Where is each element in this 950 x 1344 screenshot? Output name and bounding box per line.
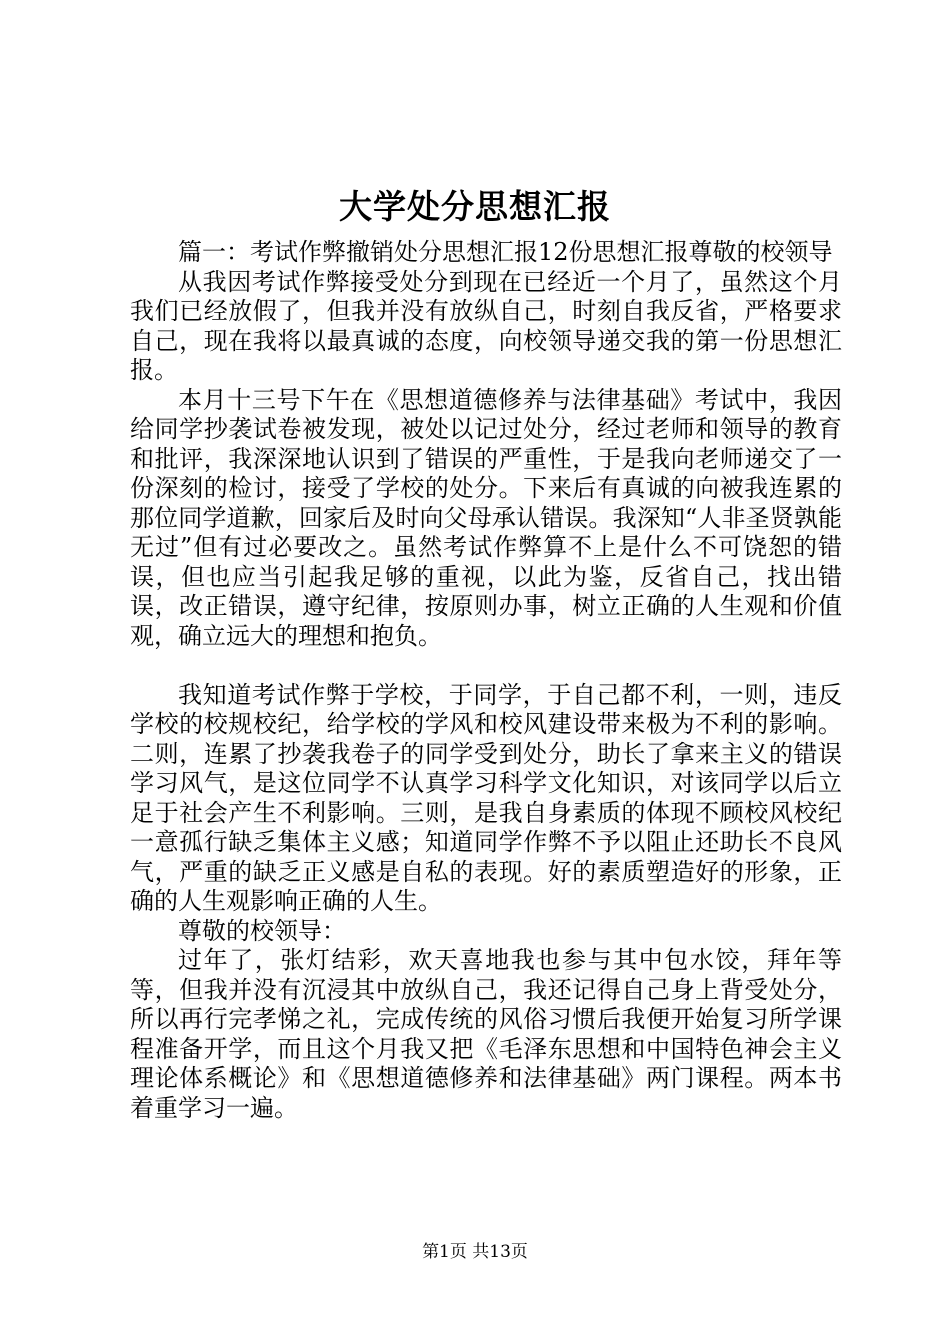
paragraph-6: 过年了，张灯结彩，欢天喜地我也参与其中包水饺，拜年等等，但我并没有沉浸其中放纵自己，我还记得自己身上背受处分，所以再行完孝悌之礼，完成传统的风俗习惯后我便开始复习所学课程准备开学，而且这个月我又把《毛泽东思想和中国特色神会主义理论体系概论》和《思想道德修养和法律基础》两门课程。两本书着重学习一遍。 xyxy=(130,946,842,1122)
paragraph-5: 尊敬的校领导： xyxy=(178,916,346,945)
page-number: 第1页 共13页 xyxy=(422,1242,528,1262)
paragraph-spacer xyxy=(130,651,842,681)
paragraph-3: 本月十三号下午在《思想道德修养与法律基础》考试中，我因给同学抄袭试卷被发现，被处以记过处分，经过老师和领导的教育和批评，我深深地认识到了错误的严重性，于是我向老师递交了一份深刻的检讨，接受了学校的处分。下来后有真诚的向被我连累的那位同学道歉，回家后及时向父母承认错误。我深知“人非圣贤孰能无过”但有过必要改之。虽然考试作弊算不上是什么不可饶恕的错误，但也应当引起我足够的重视，以此为鉴，反省自己，找出错误，改正错误，遵守纪律，按原则办事，树立正确的人生观和价值观，确立远大的理想和抱负。 xyxy=(130,385,842,650)
document-title: 大学处分思想汇报 xyxy=(339,187,611,226)
paragraph-1: 篇一：考试作弊撤销处分思想汇报12份思想汇报尊敬的校领导 xyxy=(178,238,833,266)
paragraph-2: 从我因考试作弊接受处分到现在已经近一个月了，虽然这个月我们已经放假了，但我并没有放纵自己，时刻自我反省，严格要求自己，现在我将以最真诚的态度，向校领导递交我的第一份思想汇报。 xyxy=(130,267,842,384)
paragraph-4: 我知道考试作弊于学校，于同学，于自己都不利，一则，违反学校的校规校纪，给学校的学风和校风建设带来极为不利的影响。二则，连累了抄袭我卷子的同学受到处分，助长了拿来主义的错误学习风气，是这位同学不认真学习科学文化知识，对该同学以后立足于社会产生不利影响。三则，是我自身素质的体现不顾校风校纪一意孤行缺乏集体主义感；知道同学作弊不予以阻止还助长不良风气，严重的缺乏正义感是自私的表现。好的素质塑造好的形象，正确的人生观影响正确的人生。 xyxy=(130,680,842,915)
document-body xyxy=(130,238,842,1123)
